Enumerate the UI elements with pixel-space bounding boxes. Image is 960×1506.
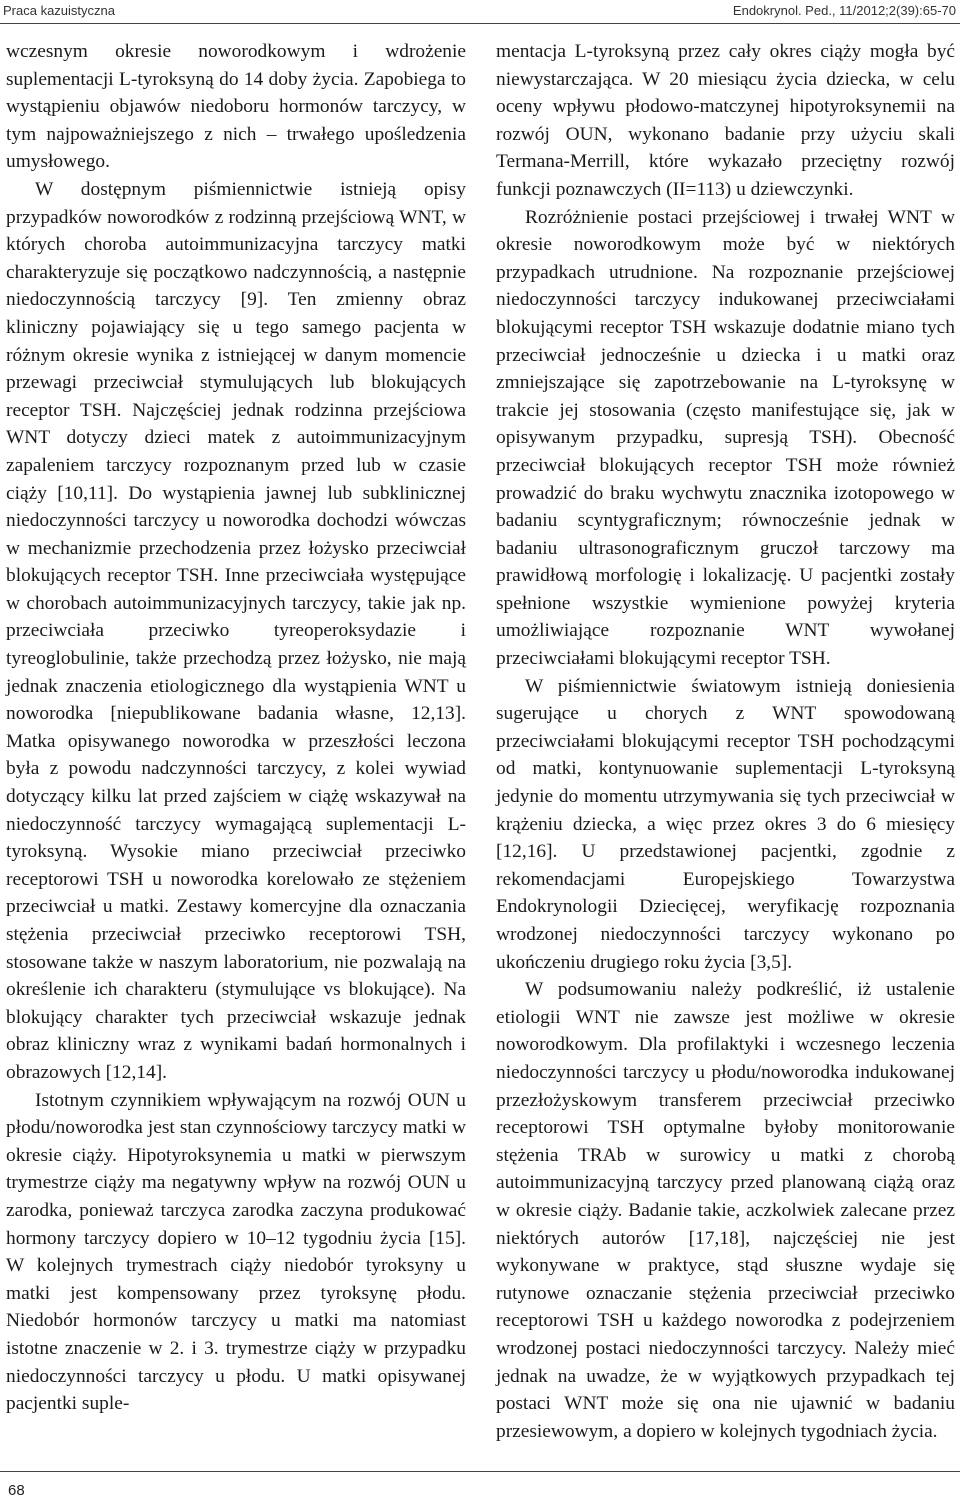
paragraph: Rozróżnienie postaci przejściowej i trwałej WNT w okresie noworodkowym może być w niektórych przypadkach utrudnione. Na rozpoznanie przejściowej niedoczynności tarczycy indukowanej przeciwciałami blokującymi receptor TSH wskazuje dodatnie miano tych przeciwciał jednocześnie u dziecka i u matki oraz zmniejszające się zapotrzebowanie na L-tyroksynę w trakcie jej stosowania (często manifestujące się, jak w opisywanym przypadku, supresją TSH). Obecność przeciwciał blokujących receptor TSH może również prowadzić do braku wychwytu znacznika izotopowego w badaniu scyntygraficznym; równocześnie jednak w badaniu ultrasonograficznym gruczoł tarczowy ma prawidłową morfologię i lokalizację. U pacjentki zostały spełnione wszystkie wymienione powyżej kryteria umożliwiające rozpoznanie WNT wywołanej przeciwciałami blokującymi receptor TSH. [496,206,955,670]
footer-divider [0,1471,960,1472]
page-number: 68 [8,1482,25,1499]
paragraph: wczesnym okresie noworodkowym i wdrożenie suplementacji L-tyroksyną do 14 doby życia. Zapobiega to wystąpieniu objawów niedoboru hormonów tarczycy, w tym najpoważniejszego z nich – trwałego upośledzenia umysłowego. [6,41,466,173]
running-header [0,0,960,24]
journal-citation: Endokrynol. Ped., 11/2012;2(39):65-70 [732,3,956,18]
paragraph: W piśmiennictwie światowym istnieją doniesienia sugerujące u chorych z WNT spowodowaną przeciwciałami blokującymi receptor TSH pochodzącymi od matki, kontynuowanie suplementacji L-tyroksyną jedynie do momentu utrzymywania się tych przeciwciał w krążeniu dziecka, a więc przez okres 3 do 6 miesięcy [12,16]. U przedstawionej pacjentki, zgodnie z rekomendacjami Europejskiego Towarzystwa Endokrynologii Dziecięcej, weryfikację rozpoznania wrodzonej niedoczynności tarczycy wykonano po ukończeniu drugiego roku życia [3,5]. [496,675,955,973]
section-label: Praca kazuistyczna [3,3,115,18]
left-column [6,38,466,1418]
right-column [496,38,955,1445]
paragraph: W podsumowaniu należy podkreślić, iż ustalenie etiologii WNT nie zawsze jest możliwe w okresie noworodkowym. Dla profilaktyki i wczesnego leczenia niedoczynności tarczycy u płodu/noworodka indukowanej przezłożyskowym transferem przeciwciał przeciwko receptorowi TSH optymalne byłoby monitorowanie stężenia TRAb w surowicy u matki z chorobą autoimmunizacyjną tarczycy przed planowaną ciążą oraz w okresie ciąży. Badanie takie, aczkolwiek zalecane przez niektórych autorów [17,18], najczęściej nie jest wykonywane w praktyce, stąd słuszne wydaje się rutynowe oznaczanie stężenia przeciwciał przeciwko receptorowi TSH u każdego noworodka z podejrzeniem wrodzonej postaci niedoczynności tarczycy. Należy mieć jednak na uwadze, że w wyjątkowych przypadkach tej postaci WNT może się ona nie ujawnić w badaniu przesiewowym, a dopiero w kolejnych tygodniach życia. [496,979,955,1442]
paragraph: Istotnym czynnikiem wpływającym na rozwój OUN u płodu/noworodka jest stan czynnościowy tarczycy matki w okresie ciąży. Hipotyroksynemia u matki w pierwszym trymestrze ciąży ma negatywny wpływ na rozwój OUN u zarodka, ponieważ tarczyca zarodka zaczyna produkować hormony tarczycy dopiero w 10–12 tygodniu życia [15]. W kolejnych trymestrach ciąży niedobór tyroksyny u matki jest kompensowany przez tyroksynę płodu. Niedobór hormonów tarczycy u matki ma natomiast istotne znaczenie w 2. i 3. trymestrze ciąży w przypadku niedoczynności tarczycy u płodu. U matki opisywanej pacjentki suple- [6,1089,466,1415]
paragraph: W dostępnym piśmiennictwie istnieją opisy przypadków noworodków z rodzinną przejściową WNT, w których choroba autoimmunizacyjna tarczycy matki charakteryzuje się początkowo nadczynnością, a następnie niedoczynnością tarczycy [9]. Ten zmienny obraz kliniczny pojawiający się u tego samego pacjenta w różnym okresie wynika z istniejącej w danym momencie przewagi przeciwciał stymulujących lub blokujących receptor TSH. Najczęściej jednak rodzinna przejściowa WNT dotyczy dzieci matek z autoimmunizacyjnym zapaleniem tarczycy rozpoznanym przed lub w czasie ciąży [10,11]. Do wystąpienia jawnej lub subklinicznej niedoczynności tarczycy u noworodka dochodzi wówczas w mechanizmie przechodzenia przez łożysko przeciwciał blokujących receptor TSH. Inne przeciwciała występujące w chorobach autoimmunizacyjnych tarczycy, takie jak np. przeciwciała przeciwko tyreoperoksydazie i tyreoglobulinie, także przechodzą przez łożysko, nie mają jednak znaczenia etiologicznego dla wystąpienia WNT u noworodka [niepublikowane badania własne, 12,13]. Matka opisywanego noworodka w przeszłości leczona była z powodu nadczynności tarczycy, z kolei wywiad dotyczący kilku lat przed zajściem w ciążę wskazywał na niedoczynność tarczycy wymagającą suplementacji L-tyroksyną. Wysokie miano przeciwciał przeciwko receptorowi TSH u noworodka korelowało ze stężeniem przeciwciał u matki. Zestawy komercyjne dla oznaczania stężenia przeciwciał przeciwko receptorowi TSH, stosowane także w naszym laboratorium, nie pozwalają na określenie ich charakteru (stymulujące vs blokujące). Na blokujący charakter tych przeciwciał wskazuje jednak obraz kliniczny wraz z wynikami badań hormonalnych i obrazowych [12,14]. [6,178,466,1083]
paragraph: mentacja L-tyroksyną przez cały okres ciąży mogła być niewystarczająca. W 20 miesiącu życia dziecka, w celu oceny wpływu płodowo-matczynej hipotyroksynemii na rozwój OUN, wykonano badanie przy użyciu skali Termana-Merrill, które wykazało przeciętny rozwój funkcji poznawczych (II=113) u dziewczynki. [496,41,955,200]
